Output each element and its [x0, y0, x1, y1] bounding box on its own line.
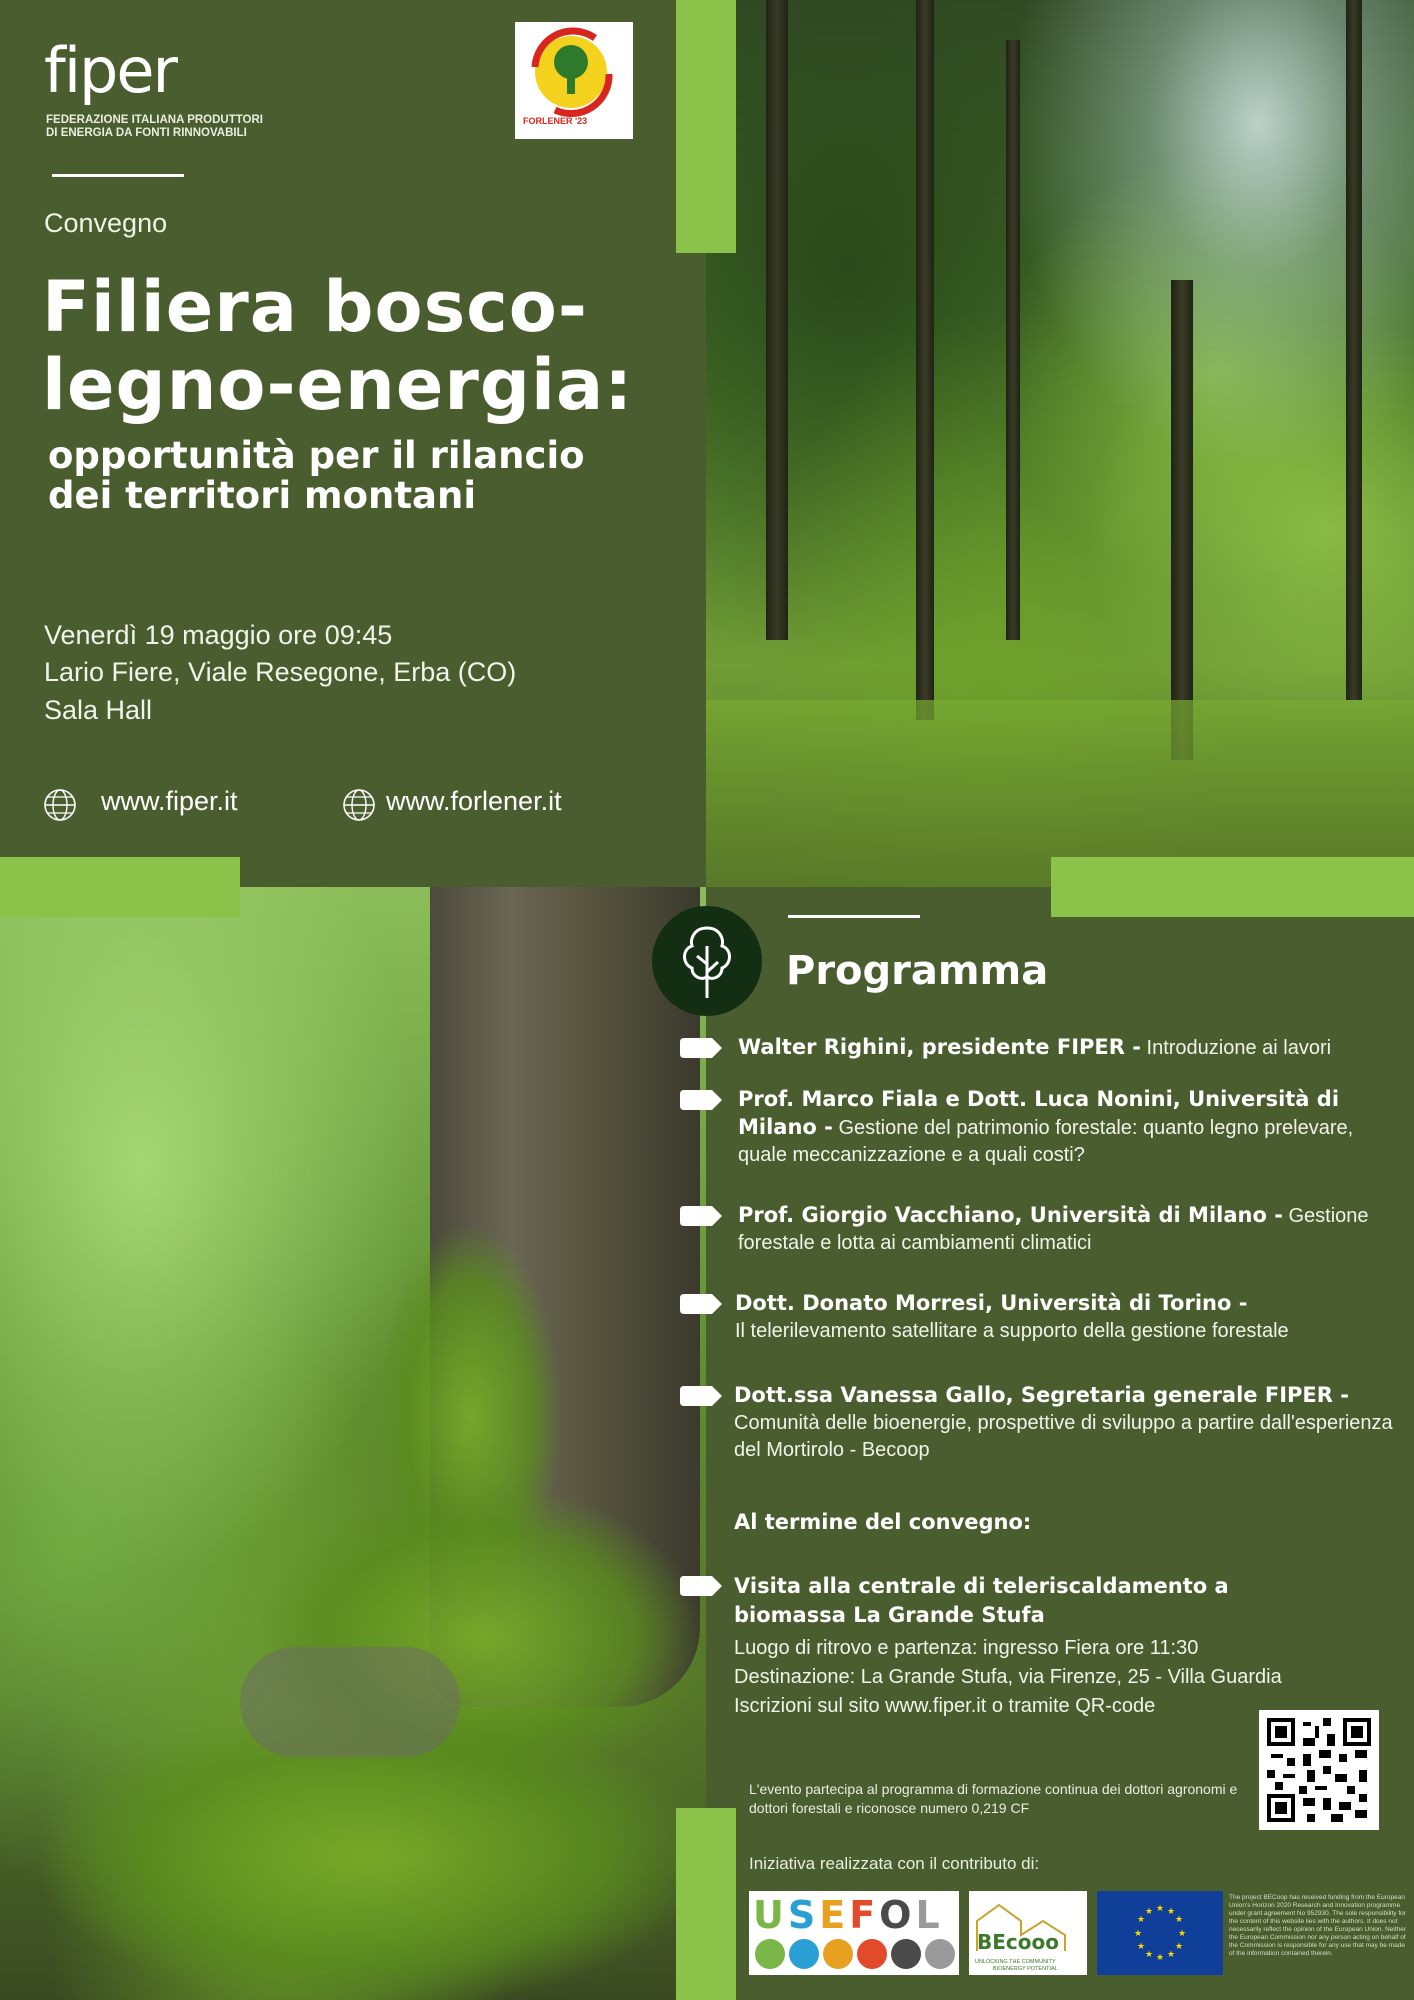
svg-text:★: ★: [1144, 1907, 1154, 1917]
forlener-logo-text: FORLENER '23: [523, 116, 588, 126]
qr-code-image: [1267, 1718, 1371, 1822]
forlener-logo: [515, 22, 633, 139]
svg-text:UNLOCKING THE COMMUNITY: UNLOCKING THE COMMUNITY: [975, 1959, 1056, 1965]
arrow-tag-icon: [680, 1576, 722, 1596]
link-forlener[interactable]: www.forlener.it: [386, 786, 562, 816]
event-title: [42, 268, 633, 424]
svg-text:★: ★: [1155, 1904, 1165, 1914]
after-event-heading: Al termine del convegno:: [734, 1510, 1032, 1534]
eu-stars-icon: [1097, 1891, 1223, 1975]
visit-destination: Destinazione: La Grande Stufa, via Firenze, 25 - Villa Guardia: [734, 1666, 1282, 1688]
usefol-logo: [749, 1891, 959, 1975]
svg-text:★: ★: [1166, 1950, 1176, 1960]
topic: Comunità delle bioenergie, prospettive di sviluppo a partire dall'esperienza del Mortirolo - Becoop: [734, 1412, 1393, 1461]
arrow-tag-icon: [680, 1206, 722, 1226]
svg-text:★: ★: [1133, 1929, 1143, 1939]
arrow-tag-icon: [680, 1294, 722, 1314]
arrow-tag-icon: [680, 1038, 722, 1058]
becoop-logo: [969, 1891, 1087, 1975]
subtitle-line-2: dei territori montani: [48, 474, 477, 517]
speaker: Prof. Marco Fiala e Dott. Luca Nonini, Università di Milano -: [738, 1087, 1340, 1139]
initiative-label: Iniziativa realizzata con il contributo di:: [749, 1854, 1040, 1873]
topic: Il telerilevamento satellitare a supporto della gestione forestale: [735, 1320, 1289, 1342]
speaker: Dott.ssa Vanessa Gallo, Segretaria generale FIPER -: [734, 1383, 1349, 1407]
divider: [788, 915, 920, 918]
divider: [52, 174, 184, 177]
accent-bar: [676, 1808, 736, 2000]
speaker: Dott. Donato Morresi, Università di Torino -: [735, 1291, 1248, 1315]
eu-flag: [1097, 1891, 1223, 1975]
tree-trunk-photo: [0, 887, 706, 2000]
svg-text:★: ★: [1136, 1942, 1146, 1952]
topic: Gestione forestale e lotta ai cambiamenti climatici: [738, 1205, 1369, 1254]
arrow-tag-icon: [680, 1090, 722, 1110]
svg-text:★: ★: [1174, 1915, 1184, 1925]
topic: Gestione del patrimonio forestale: quanto legno prelevare, quale meccanizzazione e a quali costi?: [738, 1117, 1354, 1166]
speaker: Prof. Giorgio Vacchiano, Università di Milano -: [738, 1203, 1283, 1227]
svg-text:★: ★: [1177, 1929, 1187, 1939]
svg-text:BIOENERGY POTENTIAL: BIOENERGY POTENTIAL: [993, 1966, 1058, 1972]
programma-badge: [652, 906, 762, 1016]
speaker: Walter Righini, presidente FIPER -: [738, 1035, 1141, 1059]
event-room: Sala Hall: [44, 695, 153, 725]
globe-icon: [342, 788, 376, 822]
svg-text:★: ★: [1174, 1942, 1184, 1952]
visit-meeting-point: Luogo di ritrovo e partenza: ingresso Fiera ore 11:30: [734, 1637, 1199, 1659]
accent-bar: [0, 857, 240, 917]
svg-text:★: ★: [1166, 1907, 1176, 1917]
svg-text:BEcooo: BEcooo: [977, 1930, 1059, 1954]
eu-funding-disclaimer: The project BECoop has received funding from the European Union's Horizon 2020 Research and Innovation programme under grant agreement No 952930. The sole responsibility for the content of this website lies with the authors. It does not necessarily reflect the opinion of the European Union. Neither the European Commission nor any person acting on behalf of the Commission is responsible for any use that may be made of the information contained therein.: [1229, 1894, 1407, 1957]
usefol-wordmark: USEFOL: [753, 1893, 944, 1937]
link-fiper[interactable]: www.fiper.it: [101, 786, 238, 816]
accent-bar: [1051, 857, 1414, 917]
event-venue: Lario Fiere, Viale Resegone, Erba (CO): [44, 657, 517, 687]
programma-title: Programma: [786, 948, 1049, 994]
event-type: Convegno: [44, 208, 168, 238]
fiper-logo: fiper: [44, 34, 177, 107]
accent-bar: [676, 0, 736, 253]
globe-icon: [43, 788, 77, 822]
svg-text:★: ★: [1144, 1950, 1154, 1960]
visit-registration: Iscrizioni sul sito www.fiper.it o tramite QR-code: [734, 1695, 1156, 1717]
training-credits: L'evento partecipa al programma di formazione continua dei dottori agronomi e dottori forestali e riconosce numero 0,219 CF: [749, 1781, 1238, 1816]
becoop-mark: [969, 1891, 1087, 1975]
forest-photo: [706, 0, 1414, 887]
topic: Introduzione ai lavori: [1146, 1037, 1332, 1059]
arrow-tag-icon: [680, 1386, 722, 1406]
event-subtitle: [48, 436, 585, 516]
visit-info: [734, 1572, 1394, 1721]
svg-text:★: ★: [1136, 1915, 1146, 1925]
event-date: Venerdì 19 maggio ore 09:45: [44, 620, 393, 650]
fiper-logo-subtitle: FEDERAZIONE ITALIANA PRODUTTORI DI ENERGIA DA FONTI RINNOVABILI: [46, 114, 264, 139]
title-line-1: Filiera bosco-: [42, 266, 588, 348]
svg-text:★: ★: [1155, 1953, 1165, 1963]
visit-title: Visita alla centrale di teleriscaldamento a biomassa La Grande Stufa: [734, 1574, 1229, 1627]
title-line-2: legno-energia:: [42, 344, 634, 426]
qr-code[interactable]: [1259, 1710, 1379, 1830]
subtitle-line-1: opportunità per il rilancio: [48, 434, 585, 477]
tree-icon: [652, 906, 762, 1016]
